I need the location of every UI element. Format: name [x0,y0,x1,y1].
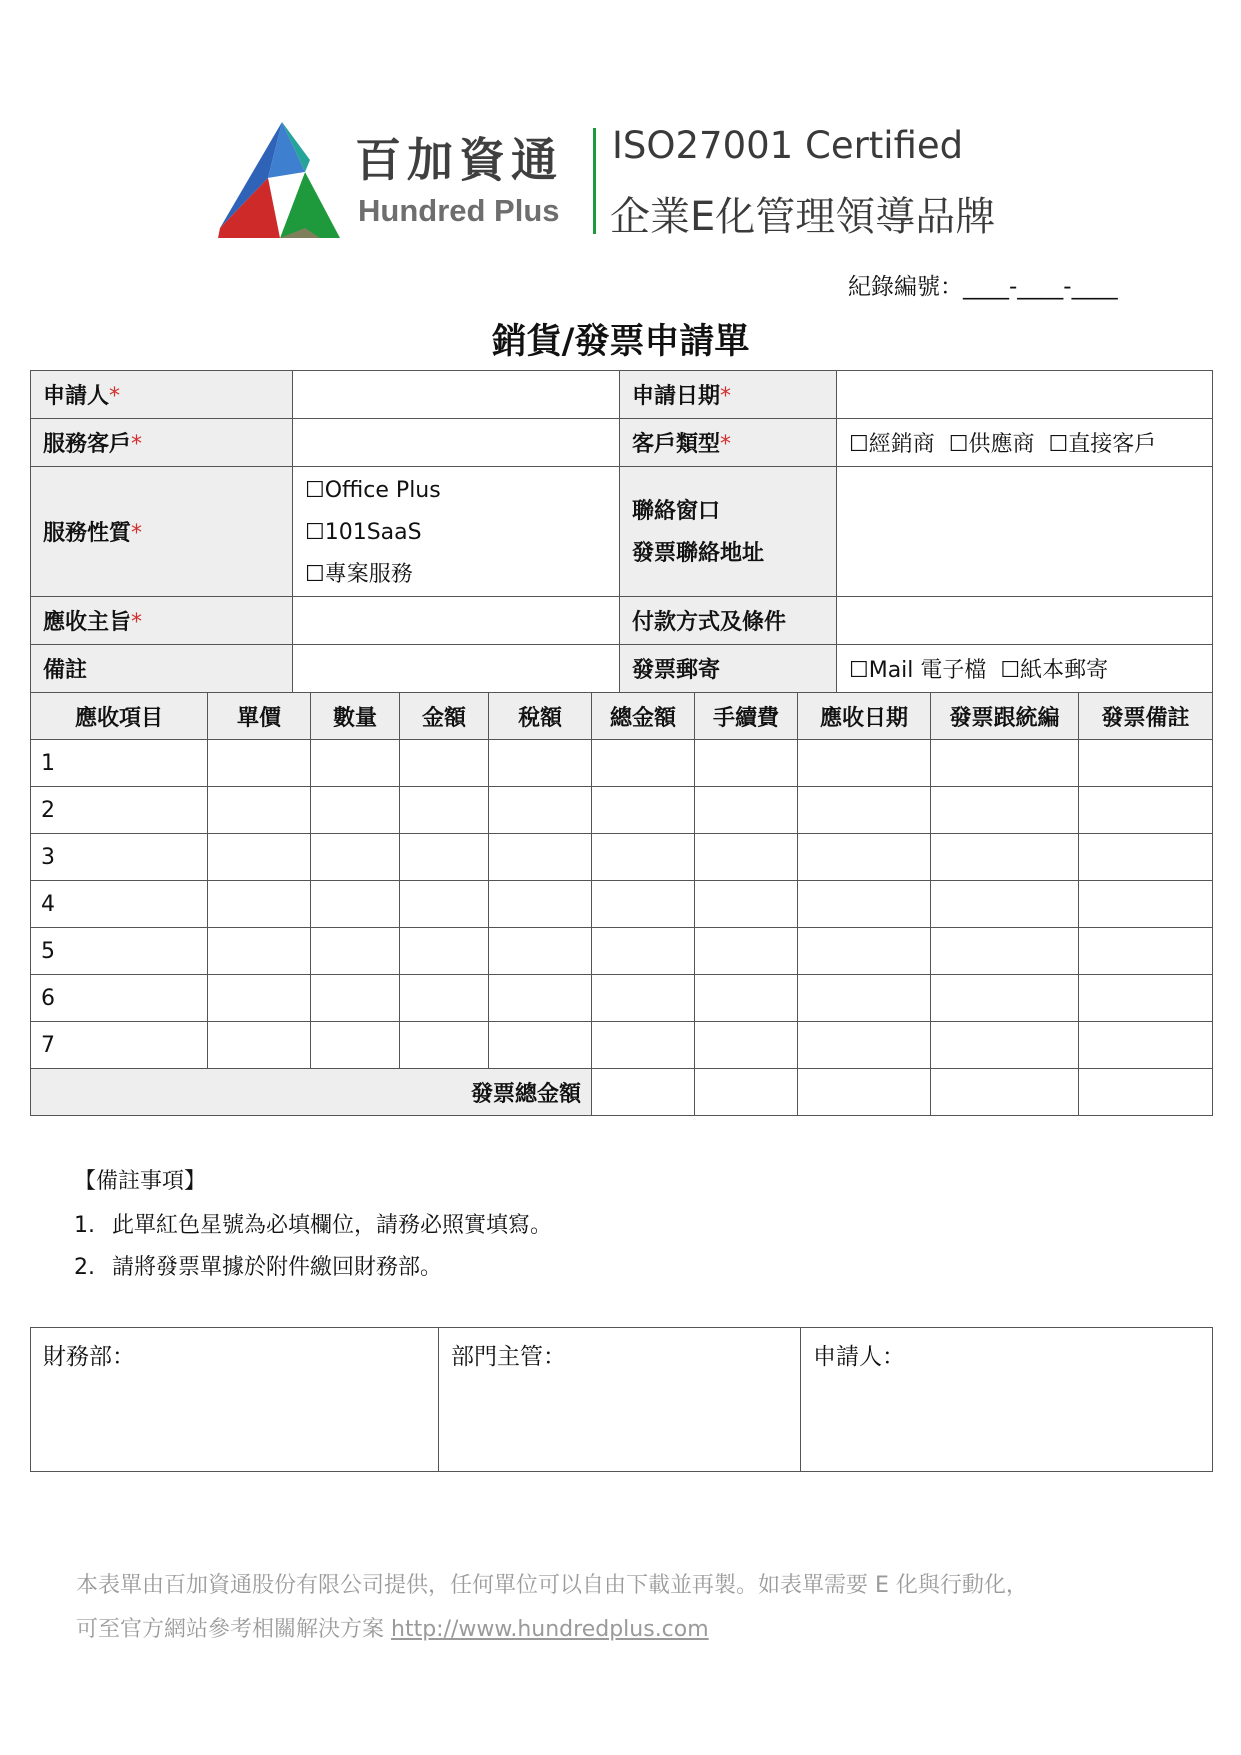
col-header: 稅額 [489,693,592,740]
client-type-dealer-checkbox[interactable]: ☐經銷商 [849,432,935,457]
service-project-checkbox[interactable]: ☐專案服務 [305,561,413,587]
table-cell[interactable] [1079,975,1213,1022]
row-number: 3 [31,834,208,881]
table-cell[interactable] [592,975,695,1022]
payment-label: 付款方式及條件 [620,597,837,645]
service-office-plus-checkbox[interactable]: ☐Office Plus [305,477,441,503]
row-number: 6 [31,975,208,1022]
table-row [31,1022,1213,1069]
table-cell[interactable] [208,881,311,928]
client-field[interactable] [293,419,620,467]
table-cell[interactable] [311,881,400,928]
table-cell[interactable] [798,834,931,881]
table-cell[interactable] [931,975,1079,1022]
client-type-direct-checkbox[interactable]: ☐直接客戶 [1048,432,1157,457]
table-cell[interactable] [311,975,400,1022]
note-text: 請將發票單據於附件繳回財務部。 [112,1255,443,1280]
record-number: 紀錄編號：____-____-____ [848,274,1118,300]
brand-slogan: 企業E化管理領導品牌 [610,194,996,240]
table-cell[interactable] [208,834,311,881]
remarks-label: 備註 [31,645,293,693]
client-type-label: 客戶類型* [620,419,837,467]
col-header: 手續費 [695,693,798,740]
service-type-options [293,467,620,597]
remarks-field[interactable] [293,645,620,693]
table-cell[interactable] [489,834,592,881]
invoice-address-label: 發票聯絡地址 [632,540,765,566]
info-table [30,370,1213,693]
payment-field[interactable] [837,597,1213,645]
invoice-mail-options [837,645,1213,693]
col-header: 發票備註 [1079,693,1213,740]
website-link[interactable]: http://www.hundredplus.com [391,1617,709,1642]
table-row [31,834,1213,881]
table-cell[interactable] [798,881,931,928]
table-cell[interactable] [592,740,695,787]
applicant-label: 申請人* [31,371,293,419]
col-header: 應收日期 [798,693,931,740]
table-cell[interactable] [400,975,489,1022]
table-cell[interactable] [489,1022,592,1069]
table-cell[interactable] [400,1022,489,1069]
contact-address-field[interactable] [837,467,1213,597]
invoice-total-label: 發票總金額 [31,1069,592,1116]
client-type-supplier-checkbox[interactable]: ☐供應商 [948,432,1035,457]
table-cell[interactable] [695,740,798,787]
page-title: 銷貨/發票申請單 [491,322,750,362]
table-cell[interactable] [592,1022,695,1069]
table-cell[interactable] [311,787,400,834]
table-cell[interactable] [931,740,1079,787]
table-cell[interactable] [695,975,798,1022]
table-cell[interactable] [208,740,311,787]
footer-line-1: 本表單由百加資通股份有限公司提供，任何單位可以自由下載並再製。如表單需要 E 化與行動化， [76,1573,1028,1598]
brand-name-cn: 百加資通 [355,133,563,187]
col-header: 數量 [311,693,400,740]
table-cell[interactable] [400,740,489,787]
col-header: 單價 [208,693,311,740]
table-cell[interactable] [489,787,592,834]
certification-label: ISO27001 Certified [612,124,964,167]
signature-finance[interactable]: 財務部： [31,1328,439,1472]
table-cell[interactable] [931,834,1079,881]
table-cell[interactable] [798,740,931,787]
table-cell[interactable] [400,787,489,834]
col-header: 應收項目 [31,693,208,740]
table-row [31,740,1213,787]
client-label: 服務客戶* [31,419,293,467]
note-number: 1. [74,1213,95,1238]
table-cell[interactable] [592,928,695,975]
table-cell[interactable] [489,975,592,1022]
table-cell[interactable] [931,881,1079,928]
table-cell[interactable] [489,928,592,975]
table-cell[interactable] [311,834,400,881]
table-cell[interactable] [400,881,489,928]
table-row [31,881,1213,928]
invoice-mail-electronic-checkbox[interactable]: ☐Mail 電子檔 [849,658,987,683]
service-type-label: 服務性質* [31,467,293,597]
table-cell[interactable] [798,787,931,834]
table-cell[interactable] [1079,740,1213,787]
table-cell[interactable] [208,928,311,975]
table-cell[interactable] [311,1022,400,1069]
apply-date-field[interactable] [837,371,1213,419]
table-row [31,975,1213,1022]
service-101saas-checkbox[interactable]: ☐101SaaS [305,519,422,545]
table-cell[interactable] [798,928,931,975]
table-cell[interactable] [592,834,695,881]
receivable-subject-label: 應收主旨* [31,597,293,645]
table-cell[interactable] [208,975,311,1022]
total-cell[interactable] [592,1069,695,1116]
table-cell[interactable] [695,1022,798,1069]
total-cell[interactable] [695,1069,798,1116]
table-cell[interactable] [1079,787,1213,834]
table-cell[interactable] [592,787,695,834]
table-cell[interactable] [931,928,1079,975]
note-number: 2. [74,1255,95,1280]
table-cell[interactable] [489,740,592,787]
client-type-options [837,419,1213,467]
footer-line-2 [76,1612,709,1643]
contact-address-label [620,467,837,597]
col-header: 總金額 [592,693,695,740]
table-cell[interactable] [695,787,798,834]
row-number: 5 [31,928,208,975]
note-item [74,1208,552,1239]
table-cell[interactable] [400,834,489,881]
hundred-plus-logo-icon [210,120,340,245]
table-cell[interactable] [695,881,798,928]
signature-department-head[interactable]: 部門主管： [439,1328,801,1472]
col-header: 金額 [400,693,489,740]
table-cell[interactable] [592,881,695,928]
brand-divider [593,128,596,234]
note-item [74,1250,442,1281]
receivable-subject-field[interactable] [293,597,620,645]
note-text: 此單紅色星號為必填欄位，請務必照實填寫。 [112,1213,553,1238]
applicant-field[interactable] [293,371,620,419]
table-cell[interactable] [208,1022,311,1069]
row-number: 7 [31,1022,208,1069]
table-cell[interactable] [931,1022,1079,1069]
table-cell[interactable] [931,787,1079,834]
row-number: 1 [31,740,208,787]
contact-label: 聯絡窗口 [632,498,721,524]
table-cell[interactable] [798,1022,931,1069]
table-cell[interactable] [489,881,592,928]
total-cell[interactable] [931,1069,1079,1116]
footer-text: 可至官方網站參考相關解決方案 [76,1617,391,1642]
table-cell[interactable] [695,834,798,881]
apply-date-label: 申請日期* [620,371,837,419]
col-header: 發票跟統編 [931,693,1079,740]
brand-name-en: Hundred Plus [358,193,560,228]
table-cell[interactable] [311,740,400,787]
table-row [31,787,1213,834]
table-cell[interactable] [695,928,798,975]
table-cell[interactable] [400,928,489,975]
table-cell[interactable] [311,928,400,975]
table-cell[interactable] [798,975,931,1022]
table-cell[interactable] [1079,834,1213,881]
table-cell[interactable] [208,787,311,834]
invoice-mail-paper-checkbox[interactable]: ☐紙本郵寄 [1000,658,1109,683]
table-cell[interactable] [1079,1022,1213,1069]
invoice-mail-label: 發票郵寄 [620,645,837,693]
total-cell[interactable] [1079,1069,1213,1116]
notes-title: 【備註事項】 [74,1169,207,1194]
row-number: 4 [31,881,208,928]
table-row [31,928,1213,975]
row-number: 2 [31,787,208,834]
signature-applicant[interactable]: 申請人： [801,1328,1213,1472]
table-cell[interactable] [1079,881,1213,928]
total-cell[interactable] [798,1069,931,1116]
items-table [30,692,1213,1116]
table-cell[interactable] [1079,928,1213,975]
signature-table [30,1327,1213,1472]
